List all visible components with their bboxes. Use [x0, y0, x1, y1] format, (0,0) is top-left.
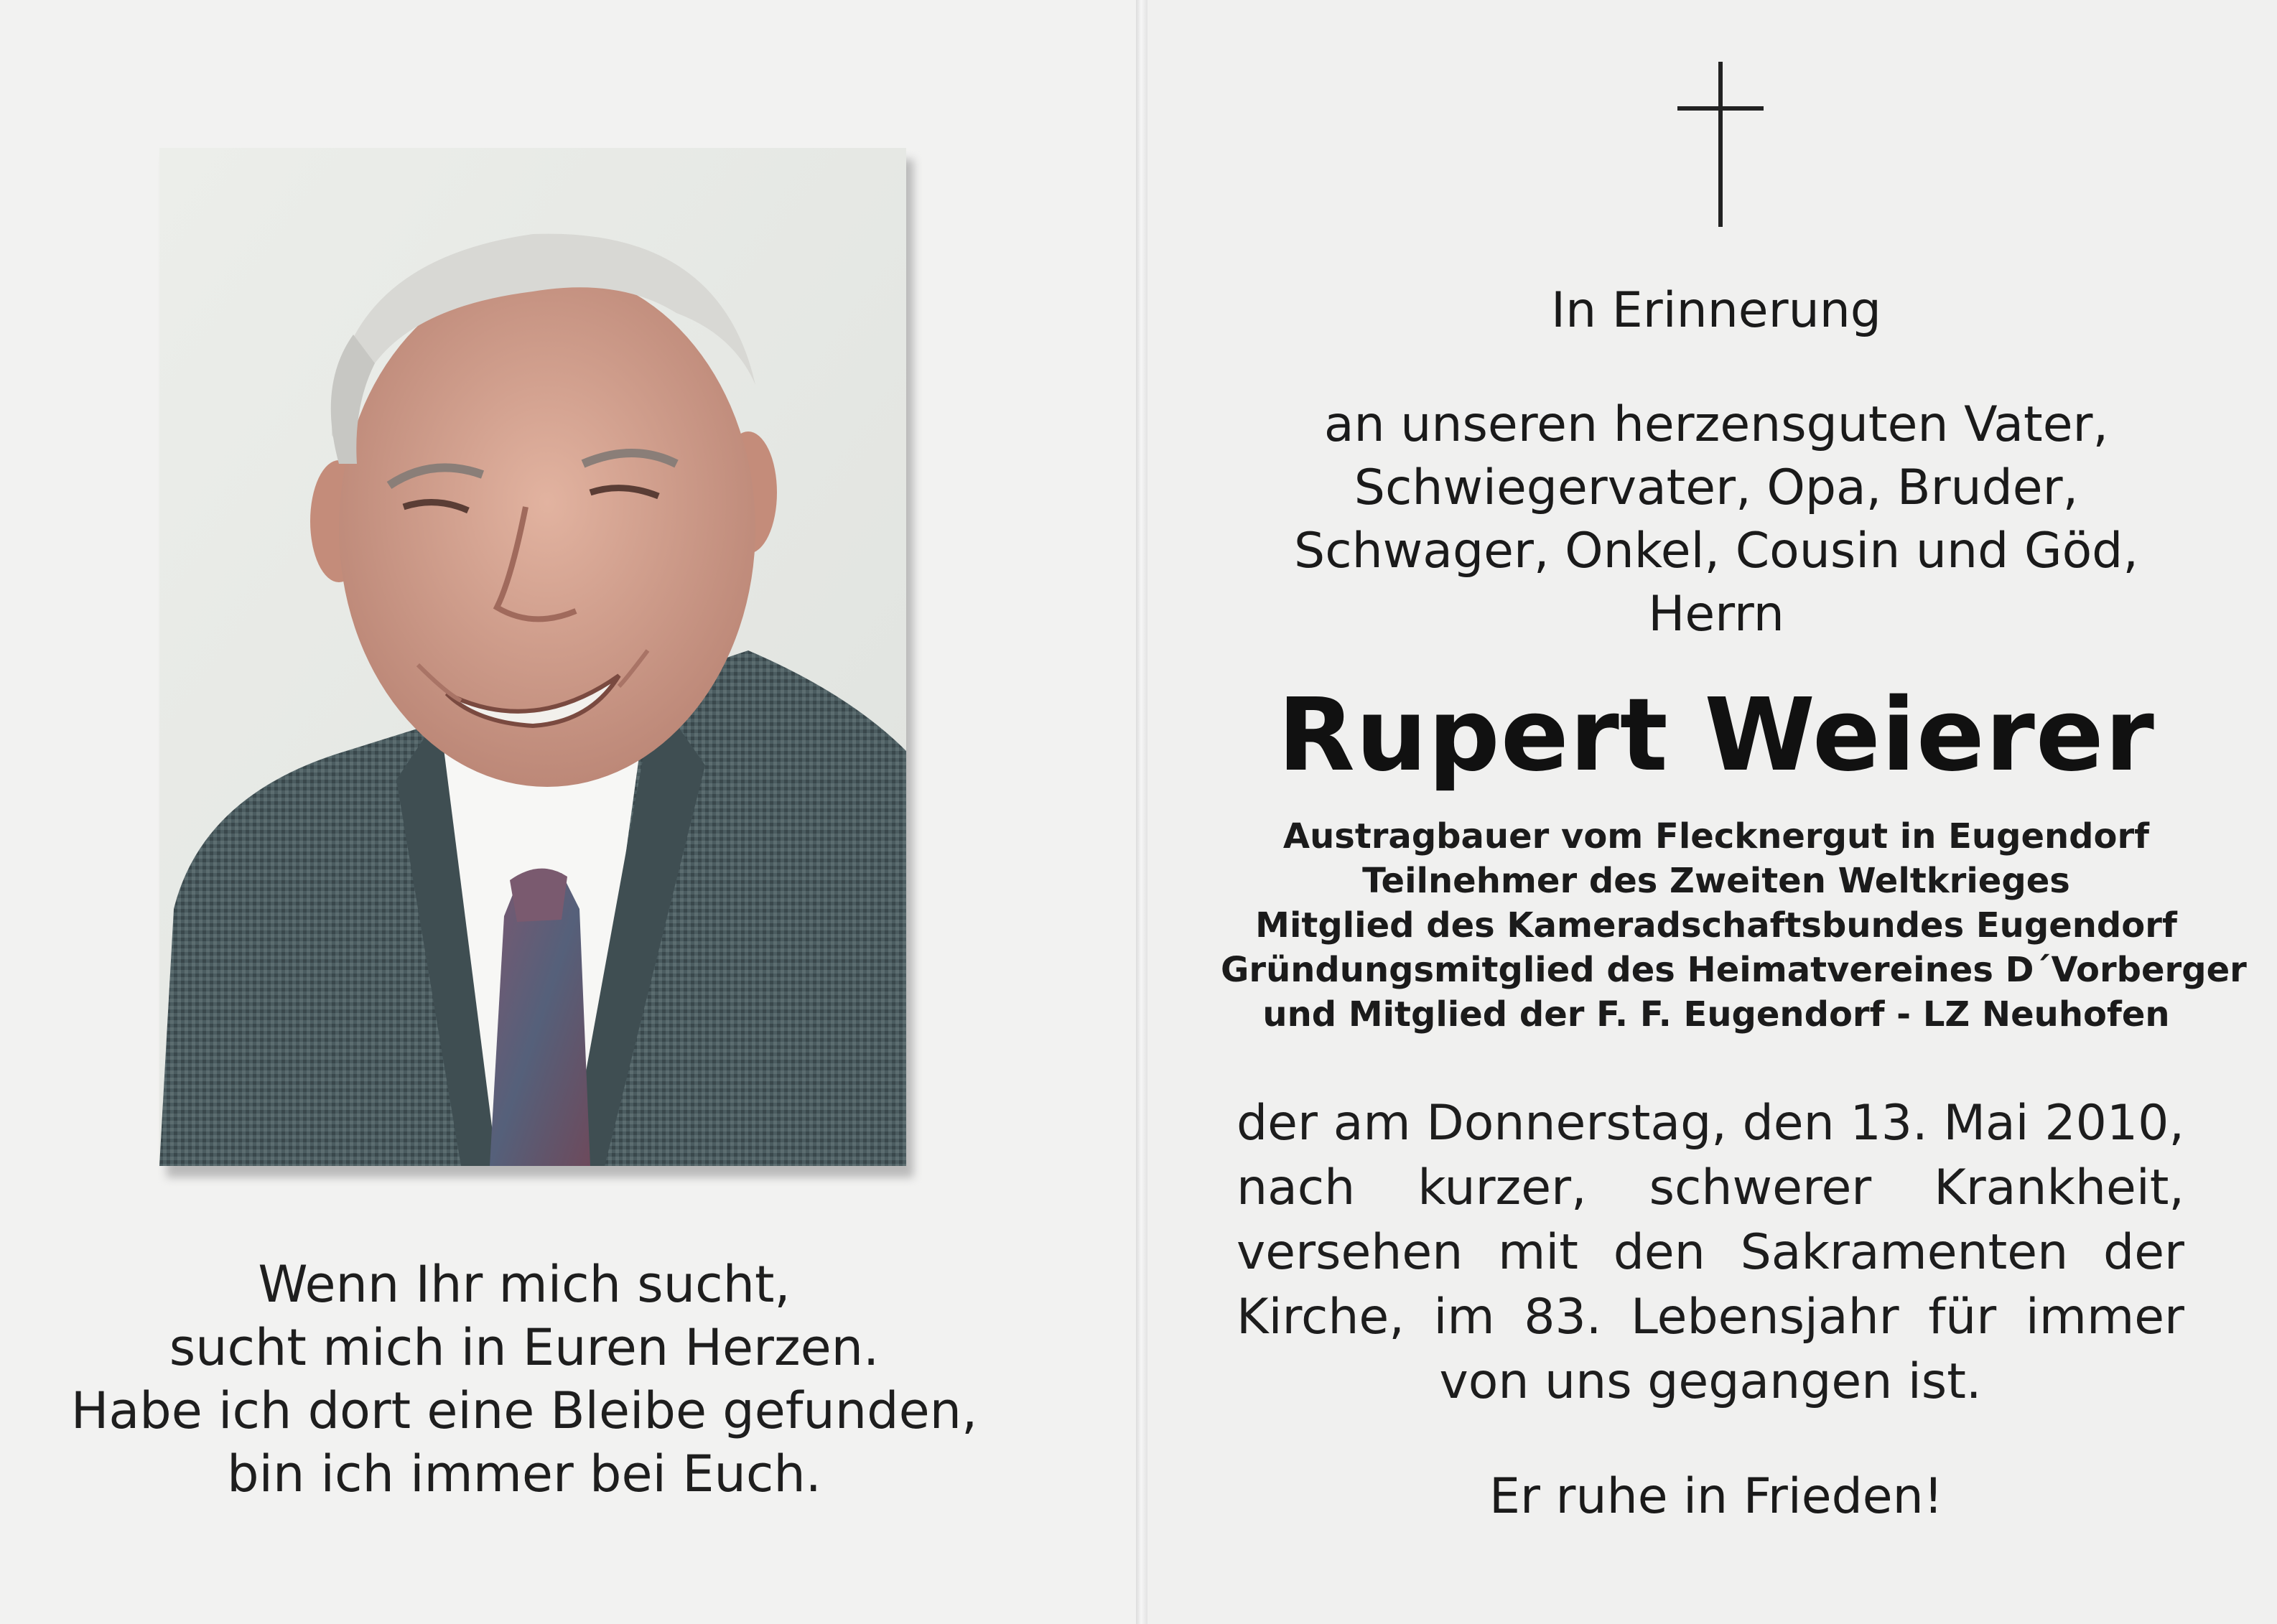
cross-icon: [1677, 62, 1764, 227]
verse-line: Habe ich dort eine Bleibe gefunden,: [70, 1381, 978, 1440]
body-line: der am Donnerstag, den 13. Mai 2010,: [1237, 1095, 2184, 1152]
card-fold: [1136, 0, 1147, 1624]
in-memory-heading: In Erinnerung: [1551, 282, 1881, 339]
intro-text: [1221, 393, 2212, 646]
verse-line: sucht mich in Euren Herzen.: [169, 1318, 880, 1377]
intro-line: Herrn: [1648, 586, 1784, 643]
intro-line: Schwiegervater, Opa, Bruder,: [1354, 459, 2079, 516]
title-line: und Mitglied der F. F. Eugendorf - LZ Neuhofen: [1262, 994, 2170, 1035]
body-line: nach kurzer, schwerer Krankheit,: [1237, 1159, 2184, 1216]
title-line: Austragbauer vom Flecknergut in Eugendorf: [1282, 816, 2150, 857]
left-panel: [0, 0, 1136, 1624]
body-line: versehen mit den Sakramenten der: [1237, 1224, 2184, 1281]
deceased-titles: [1221, 814, 2247, 1037]
body-line: von uns gegangen ist.: [1439, 1353, 1982, 1410]
intro-line: Schwager, Onkel, Cousin und Göd,: [1294, 523, 2138, 579]
verse-line: bin ich immer bei Euch.: [227, 1445, 821, 1503]
deceased-name: Rupert Weierer: [1277, 677, 2155, 794]
rest-in-peace: Er ruhe in Frieden!: [1489, 1468, 1943, 1525]
title-line: Gründungsmitglied des Heimatvereines D´Vorberger: [1221, 950, 2247, 990]
body-line: Kirche, im 83. Lebensjahr für immer: [1237, 1289, 2184, 1345]
memorial-verse: [43, 1253, 1005, 1506]
death-notice-text: [1237, 1091, 2184, 1414]
intro-line: an unseren herzensguten Vater,: [1323, 396, 2109, 453]
verse-line: Wenn Ihr mich sucht,: [258, 1255, 791, 1314]
portrait-illustration: [159, 148, 906, 1166]
title-line: Teilnehmer des Zweiten Weltkrieges: [1362, 861, 2070, 901]
title-line: Mitglied des Kameradschaftsbundes Eugendorf: [1255, 905, 2177, 946]
portrait-photo: [159, 148, 906, 1166]
